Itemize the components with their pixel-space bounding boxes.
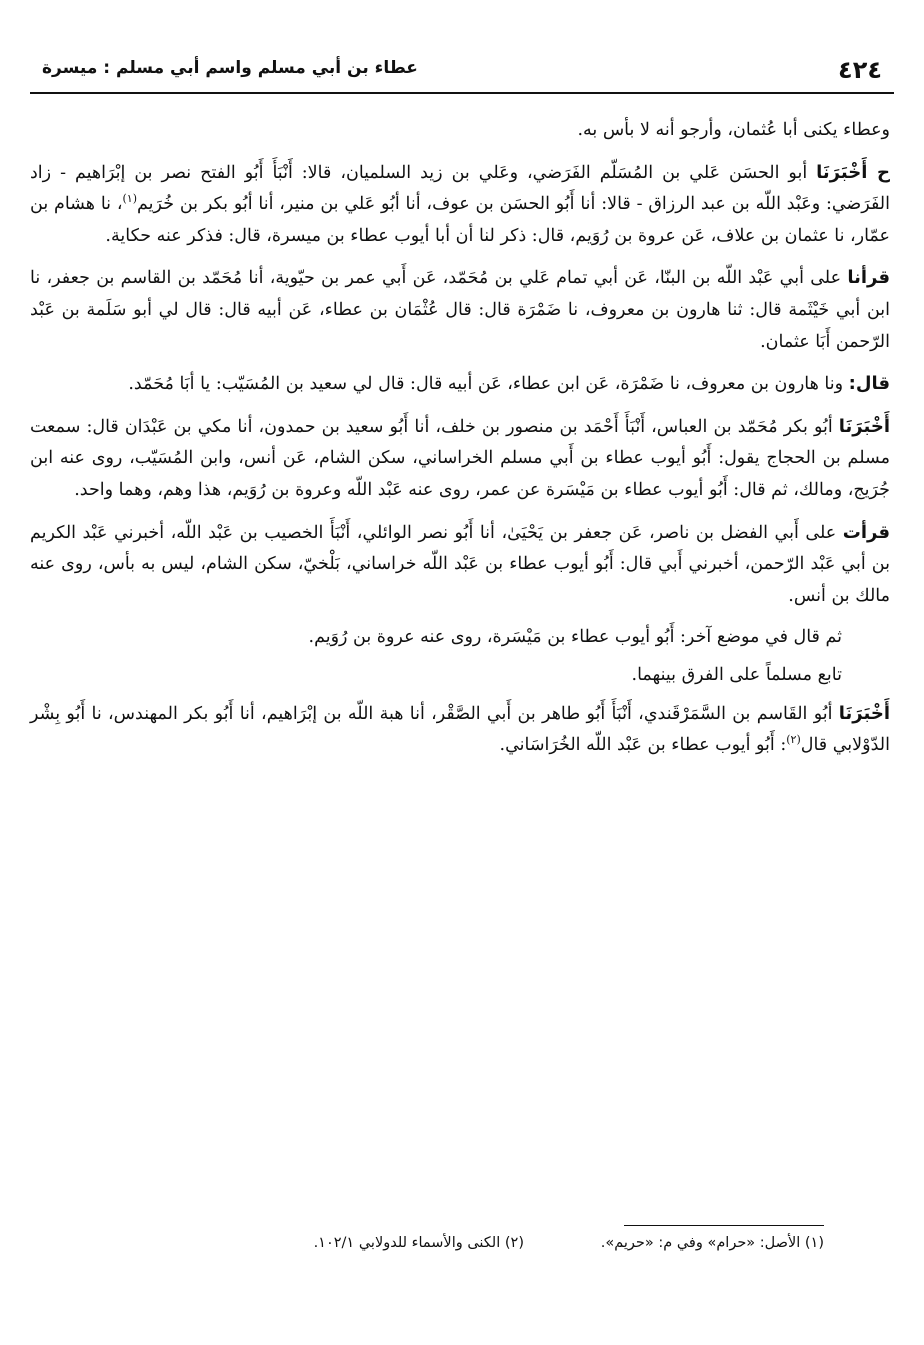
running-title: عطاء بن أبي مسلم واسم أبي مسلم : ميسرة: [42, 58, 418, 78]
isnad-lead-word: أَخْبَرَنَا: [838, 415, 890, 437]
paragraph: [30, 157, 890, 253]
paragraph-text-tail: ، نا هشام بن عمّار، نا عثمان بن علاف، عَن عروة بن رُوَيم، قال: ذكر لنا أن أبا أيوب عطاء بن ميسرة، قال: فذكر عنه حكاية.: [30, 194, 890, 246]
paragraph: [30, 411, 890, 507]
paragraph-text: ثم قال في موضع آخر: أَبُو أيوب عطاء بن مَيْسَرة، روى عنه عروة بن رُوَيم.: [308, 627, 842, 648]
paragraph-text: على أبي عَبْد اللّه بن البنّا، عَن أبي تمام عَلي بن مُحَمّد، عَن أَبي عمر بن حيّوية، أنا مُحَمّد بن القاسم بن جعفر، نا ابن أبي خَيْثَمة قال: ثنا هارون بن معروف، نا ضَمْرَة قال: قال عُثْمَان بن عطاء، عَن أبيه قال: قال لي أبو سَلَمة بن عَبْد الرّحمن أَبَا عثمان.: [30, 268, 890, 352]
paragraph: [30, 517, 890, 613]
page-header: [30, 52, 894, 94]
paragraph-text: وعطاء يكنى أبا عُثمان، وأرجو أنه لا بأس به.: [577, 120, 890, 140]
indented-paragraph: [30, 622, 890, 654]
paragraph-text: أبو الحسَن عَلي بن المُسَلّم الفَرَضي، وعَلي بن زيد السلميان، قالا: أَنْبَأَ أَبُو الفتح نصر بن إبْرَاهيم - زاد الفَرَضي: وعَبْد اللّه بن عبد الرزاق - قالا: أنا أَبُو الحسَن بن عوف، أنا أبُو عَلي بن منير، أنا أبُو بكر بن خُرَيم: [30, 162, 890, 215]
paragraph: [30, 262, 890, 358]
isnad-lead-word: قرأنا: [847, 267, 890, 289]
isnad-lead-word: قرأت: [842, 521, 890, 543]
isnad-lead-word: ح أَخْبَرَنَا: [816, 161, 891, 183]
main-text: [30, 115, 890, 772]
indented-paragraph: [30, 660, 890, 692]
paragraph-text-tail: : أَبُو أيوب عطاء بن عَبْد اللّه الخُرَاسَاني.: [499, 735, 787, 756]
paragraph: [30, 368, 890, 401]
footnote-ref[interactable]: (٢): [786, 733, 801, 747]
isnad-lead-word: قال:: [848, 373, 890, 395]
footnote-2: (٢) الكنى والأسماء للدولابي ١٠٢/١.: [313, 1235, 524, 1251]
paragraph-text: على أَبي الفضل بن ناصر، عَن جعفر بن يَحْيَىٰ، أنا أَبُو نصر الوائلي، أَنْبَأَ الخصيب بن عَبْد اللّه، أخبرني عَبْد الكريم بن أبي عَبْد الرّحمن، أخبرني أَبي قال: أَبُو أيوب عطاء بن عَبْد اللّه خراساني، بَلْخيّ، سكن الشام، ليس به بأس، روى عنه مالك بن أنس.: [30, 522, 890, 606]
footnote-1: (١) الأصل: «حرام» وفي م: «حريم».: [600, 1235, 824, 1251]
paragraph: [30, 698, 890, 762]
paragraph: [30, 115, 890, 147]
paragraph-text: أبُو بكر مُحَمّد بن العباس، أَنْبَأَ أَحْمَد بن منصور بن خلف، أنا أَبُو سعيد بن حمدون، أنا مكي بن عَبْدَان قال: سمعت مسلم بن الحجاج يقول: أَبُو أيوب عطاء بن أَبي مسلم الخراساني، سكن الشام، عَن أنس، وابن المُسَيّب، روى عنه ابن جُرَيج، ومالك، ثم قال: أَبُو أيوب عطاء بن مَيْسَرة عن عمر، روى عنه عَبْد اللّه وعروة بن رُوَيم، هذا وهم، وهما واحد.: [30, 416, 890, 500]
paragraph-text: ونا هارون بن معروف، نا ضَمْرَة، عَن ابن عطاء، عَن أبيه قال: قال لي سعيد بن المُسَيّب: يا أبَا مُحَمّد.: [128, 374, 849, 395]
footnote-ref[interactable]: (١): [122, 192, 138, 206]
page-number: ٤٢٤: [838, 56, 882, 84]
paragraph-text: تابع مسلماً على الفرق بينهما.: [631, 664, 842, 685]
footnote-divider: [624, 1225, 824, 1226]
isnad-lead-word: أَخْبَرَنَا: [838, 702, 890, 724]
paragraph-text: أبُو القَاسم بن السَّمَرْقَندي، أَنْبَأَ أَبُو طاهر بن أَبي الصَّقْر، أنا هبة اللّه بن إبْرَاهيم، أنا أَبُو بكر المهندس، نا أَبُو بِشْر الدّوْلابي قال: [30, 703, 890, 756]
